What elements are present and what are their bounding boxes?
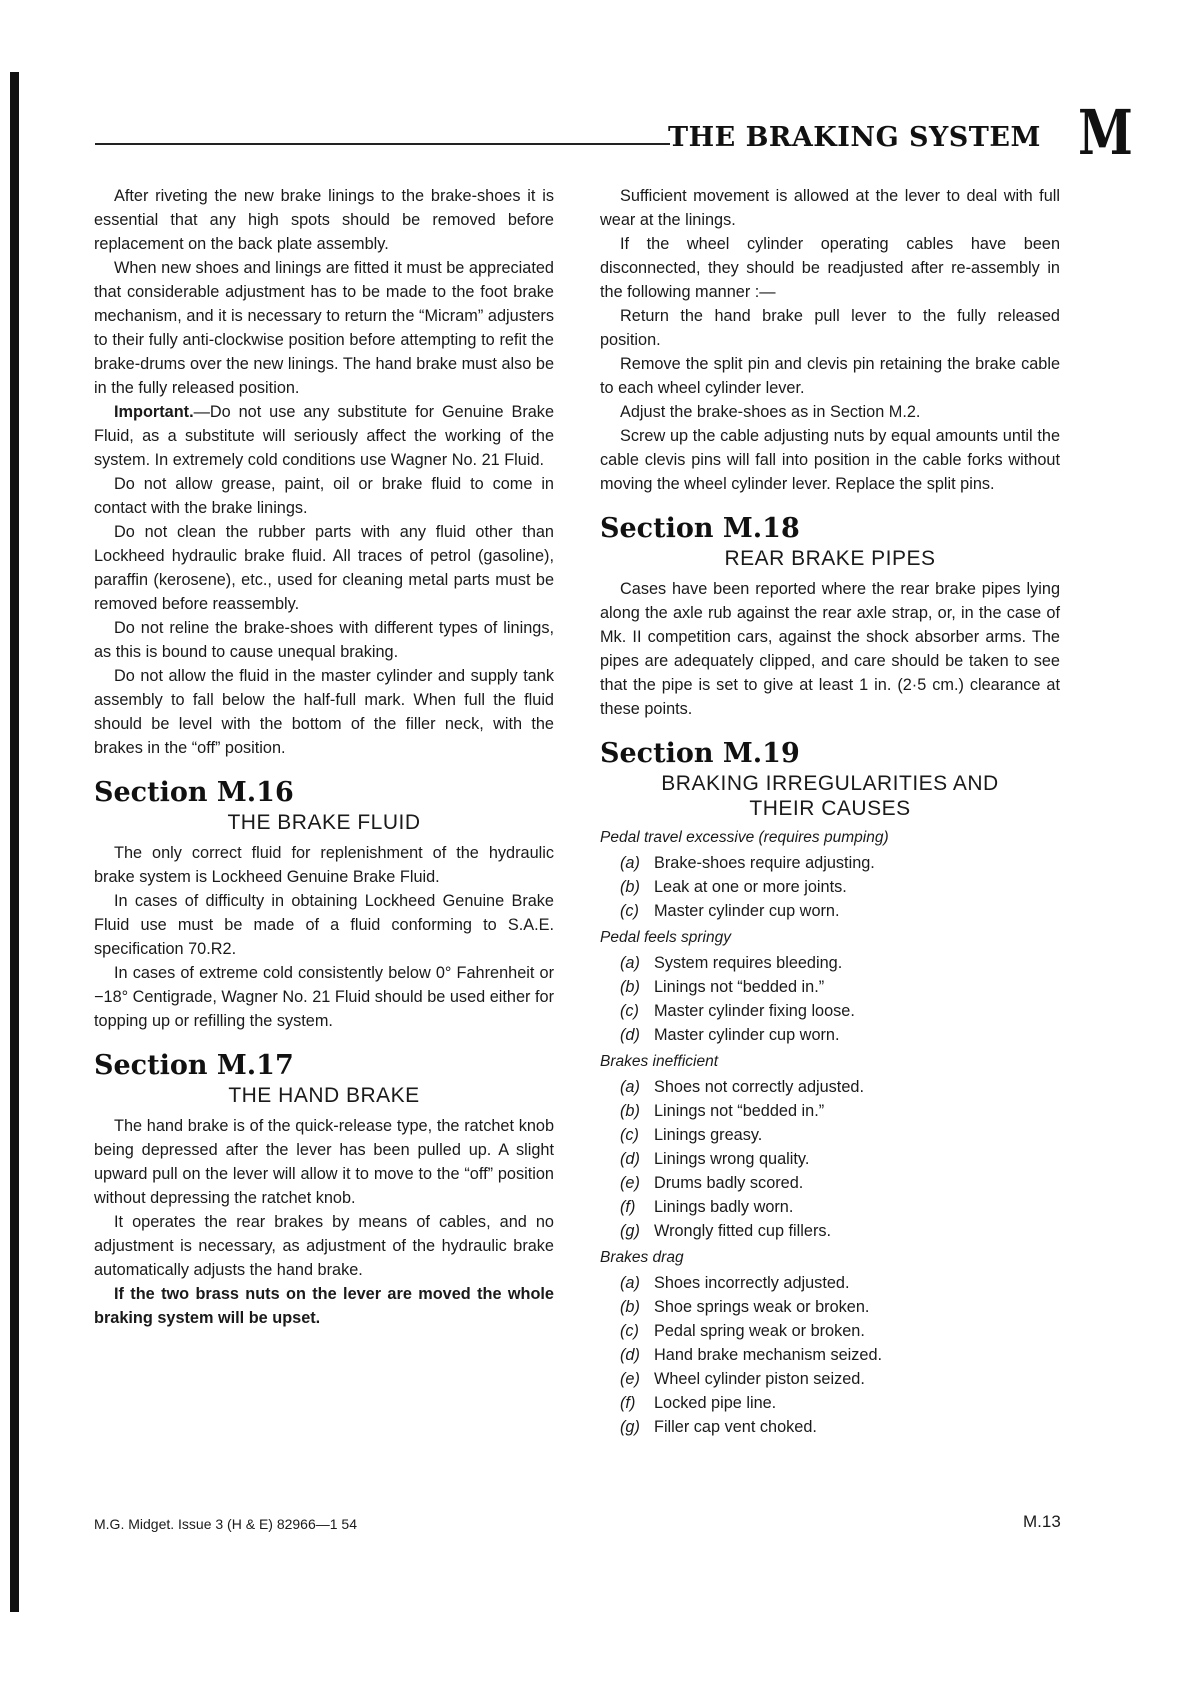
item-letter: (c) — [620, 1002, 639, 1020]
item-text: Leak at one or more joints. — [654, 878, 847, 896]
item-text: Shoes incorrectly adjusted. — [654, 1274, 850, 1292]
fault-item — [600, 851, 1060, 875]
item-text: Shoes not correctly adjusted. — [654, 1078, 864, 1096]
fault-item — [600, 1195, 1060, 1219]
fault-item — [600, 1343, 1060, 1367]
paragraph: Adjust the brake-shoes as in Section M.2. — [620, 403, 921, 421]
section-subheading: THE HAND BRAKE — [228, 1084, 420, 1107]
item-letter: (g) — [620, 1418, 640, 1436]
item-letter: (c) — [620, 1322, 639, 1340]
paragraph: The hand brake is of the quick-release type, the ratchet knob being depressed after the lever has been pulled up. A slight upward pull on the lever will allow it to move to the “off” position without depressing the ratchet knob. — [94, 1117, 554, 1207]
item-text: Master cylinder fixing loose. — [654, 1002, 855, 1020]
item-text: Pedal spring weak or broken. — [654, 1322, 865, 1340]
fault-group-title: Pedal feels springy — [600, 929, 731, 946]
section-heading-m18: Section M.18 — [600, 513, 800, 544]
fault-item — [600, 1023, 1060, 1047]
paragraph: Sufficient movement is allowed at the lever to deal with full wear at the linings. — [600, 187, 1060, 229]
item-letter: (a) — [620, 1274, 640, 1292]
fault-group — [600, 1051, 1060, 1243]
fault-item — [600, 1147, 1060, 1171]
paragraph: When new shoes and linings are fitted it must be appreciated that considerable adjustment has to be made to the foot brake mechanism, and it is necessary to return the “Micram” adjusters to their fully anti-clockwise position before attempting to refit the brake-drums over the new linings. The hand brake must also be in the fully released position. — [94, 259, 554, 397]
fault-group-title: Pedal travel excessive (requires pumping) — [600, 829, 889, 846]
item-letter: (f) — [620, 1394, 636, 1412]
section-letter: M — [1078, 96, 1133, 169]
paragraph: Screw up the cable adjusting nuts by equal amounts until the cable clevis pins will fall into position in the cable forks without moving the wheel cylinder lever. Replace the split pins. — [600, 427, 1060, 493]
paragraph: After riveting the new brake linings to the brake-shoes it is essential that any high spots should be removed before replacement on the back plate assembly. — [94, 187, 554, 253]
fault-item — [600, 1391, 1060, 1415]
item-letter: (a) — [620, 1078, 640, 1096]
left-column — [94, 184, 554, 1330]
page-number: M.13 — [1023, 1512, 1061, 1531]
item-letter: (b) — [620, 878, 640, 896]
item-letter: (e) — [620, 1370, 640, 1388]
section-subheading: REAR BRAKE PIPES — [724, 547, 936, 570]
fault-item — [600, 1367, 1060, 1391]
paragraph: Return the hand brake pull lever to the fully released position. — [600, 307, 1060, 349]
fault-item — [600, 1271, 1060, 1295]
binding-edge — [10, 72, 19, 1612]
important-note — [94, 400, 554, 472]
item-text: Hand brake mechanism seized. — [654, 1346, 883, 1364]
section-subheading: BRAKING IRREGULARITIES AND — [661, 772, 999, 795]
section-heading-m16: Section M.16 — [94, 777, 294, 808]
fault-group — [600, 1247, 1060, 1439]
important-text: —Do not use any substitute for Genuine Brake Fluid, as a substitute will seriously affect the working of the system. In extremely cold conditions use Wagner No. 21 Fluid. — [94, 403, 554, 469]
paragraph: The only correct fluid for replenishment of the hydraulic brake system is Lockheed Genuine Brake Fluid. — [94, 844, 554, 886]
fault-group — [600, 927, 1060, 1047]
item-text: Linings not “bedded in.” — [654, 978, 825, 996]
section-heading-m19: Section M.19 — [600, 738, 800, 769]
item-letter: (c) — [620, 902, 639, 920]
fault-group-title: Brakes drag — [600, 1249, 684, 1266]
paragraph: Do not reline the brake-shoes with different types of linings, as this is bound to cause unequal braking. — [94, 619, 554, 661]
item-letter: (b) — [620, 1102, 640, 1120]
section-subheading: THEIR CAUSES — [749, 797, 911, 820]
fault-item — [600, 1075, 1060, 1099]
paragraph: Cases have been reported where the rear brake pipes lying along the axle rub against the rear axle strap, or, in the case of Mk. II competition cars, against the shock absorber arms. The pipes are adequately clipped, and care should be taken to see that the pipe is set to give at least 1 in. (2·5 cm.) clearance at these points. — [600, 580, 1060, 718]
fault-item — [600, 875, 1060, 899]
item-letter: (f) — [620, 1198, 636, 1216]
right-column — [600, 184, 1060, 1439]
chapter-title: THE BRAKING SYSTEM — [668, 122, 1041, 153]
paragraph: Do not allow the fluid in the master cylinder and supply tank assembly to fall below the half-full mark. When full the fluid should be level with the bottom of the filler neck, with the brakes in the “off” position. — [94, 667, 554, 757]
fault-item — [600, 975, 1060, 999]
item-text: Linings badly worn. — [654, 1198, 794, 1216]
fault-item — [600, 1319, 1060, 1343]
header-rule — [95, 143, 670, 145]
item-letter: (d) — [620, 1346, 640, 1364]
item-text: Master cylinder cup worn. — [654, 902, 840, 920]
item-text: Shoe springs weak or broken. — [654, 1298, 870, 1316]
item-text: Locked pipe line. — [654, 1394, 777, 1412]
item-letter: (b) — [620, 978, 640, 996]
item-text: Brake-shoes require adjusting. — [654, 854, 875, 872]
paragraph: In cases of difficulty in obtaining Lockheed Genuine Brake Fluid use must be made of a fluid conforming to S.A.E. specification 70.R2. — [94, 892, 554, 958]
fault-item — [600, 951, 1060, 975]
paragraph: If the wheel cylinder operating cables have been disconnected, they should be readjusted after re-assembly in the following manner :— — [600, 235, 1060, 301]
warning-text: If the two brass nuts on the lever are moved the whole braking system will be upset. — [94, 1285, 554, 1327]
item-text: System requires bleeding. — [654, 954, 843, 972]
item-letter: (d) — [620, 1150, 640, 1168]
important-label: Important. — [114, 403, 194, 421]
fault-item — [600, 1123, 1060, 1147]
footer-publication: M.G. Midget. Issue 3 (H & E) 82966—1 54 — [94, 1516, 358, 1532]
fault-item — [600, 1171, 1060, 1195]
item-letter: (g) — [620, 1222, 640, 1240]
item-letter: (d) — [620, 1026, 640, 1044]
paragraph: Do not clean the rubber parts with any fluid other than Lockheed hydraulic brake fluid. All traces of petrol (gasoline), paraffin (kerosene), etc., used for cleaning metal parts must be removed before reassembly. — [94, 523, 554, 613]
paragraph: Remove the split pin and clevis pin retaining the brake cable to each wheel cylinder lever. — [600, 355, 1060, 397]
section-heading-m17: Section M.17 — [94, 1050, 294, 1081]
section-subheading: THE BRAKE FLUID — [227, 811, 421, 834]
fault-item — [600, 899, 1060, 923]
item-letter: (a) — [620, 854, 640, 872]
paragraph: Do not allow grease, paint, oil or brake fluid to come in contact with the brake linings. — [94, 475, 554, 517]
item-letter: (b) — [620, 1298, 640, 1316]
item-text: Wrongly fitted cup fillers. — [654, 1222, 832, 1240]
paragraph: In cases of extreme cold consistently below 0° Fahrenheit or −18° Centigrade, Wagner No. 21 Fluid should be used either for topping up or refilling the system. — [94, 964, 554, 1030]
fault-item — [600, 1099, 1060, 1123]
item-text: Filler cap vent choked. — [654, 1418, 817, 1436]
item-text: Linings wrong quality. — [654, 1150, 810, 1168]
item-letter: (c) — [620, 1126, 639, 1144]
item-text: Linings greasy. — [654, 1126, 763, 1144]
paragraph: It operates the rear brakes by means of cables, and no adjustment is necessary, as adjustment of the hydraulic brake automatically adjusts the hand brake. — [94, 1213, 554, 1279]
fault-item — [600, 1415, 1060, 1439]
item-text: Wheel cylinder piston seized. — [654, 1370, 865, 1388]
item-letter: (a) — [620, 954, 640, 972]
item-text: Drums badly scored. — [654, 1174, 804, 1192]
fault-item — [600, 1295, 1060, 1319]
item-letter: (e) — [620, 1174, 640, 1192]
fault-group-title: Brakes inefficient — [600, 1053, 719, 1070]
item-text: Master cylinder cup worn. — [654, 1026, 840, 1044]
fault-group — [600, 827, 1060, 923]
item-text: Linings not “bedded in.” — [654, 1102, 825, 1120]
fault-item — [600, 999, 1060, 1023]
fault-item — [600, 1219, 1060, 1243]
